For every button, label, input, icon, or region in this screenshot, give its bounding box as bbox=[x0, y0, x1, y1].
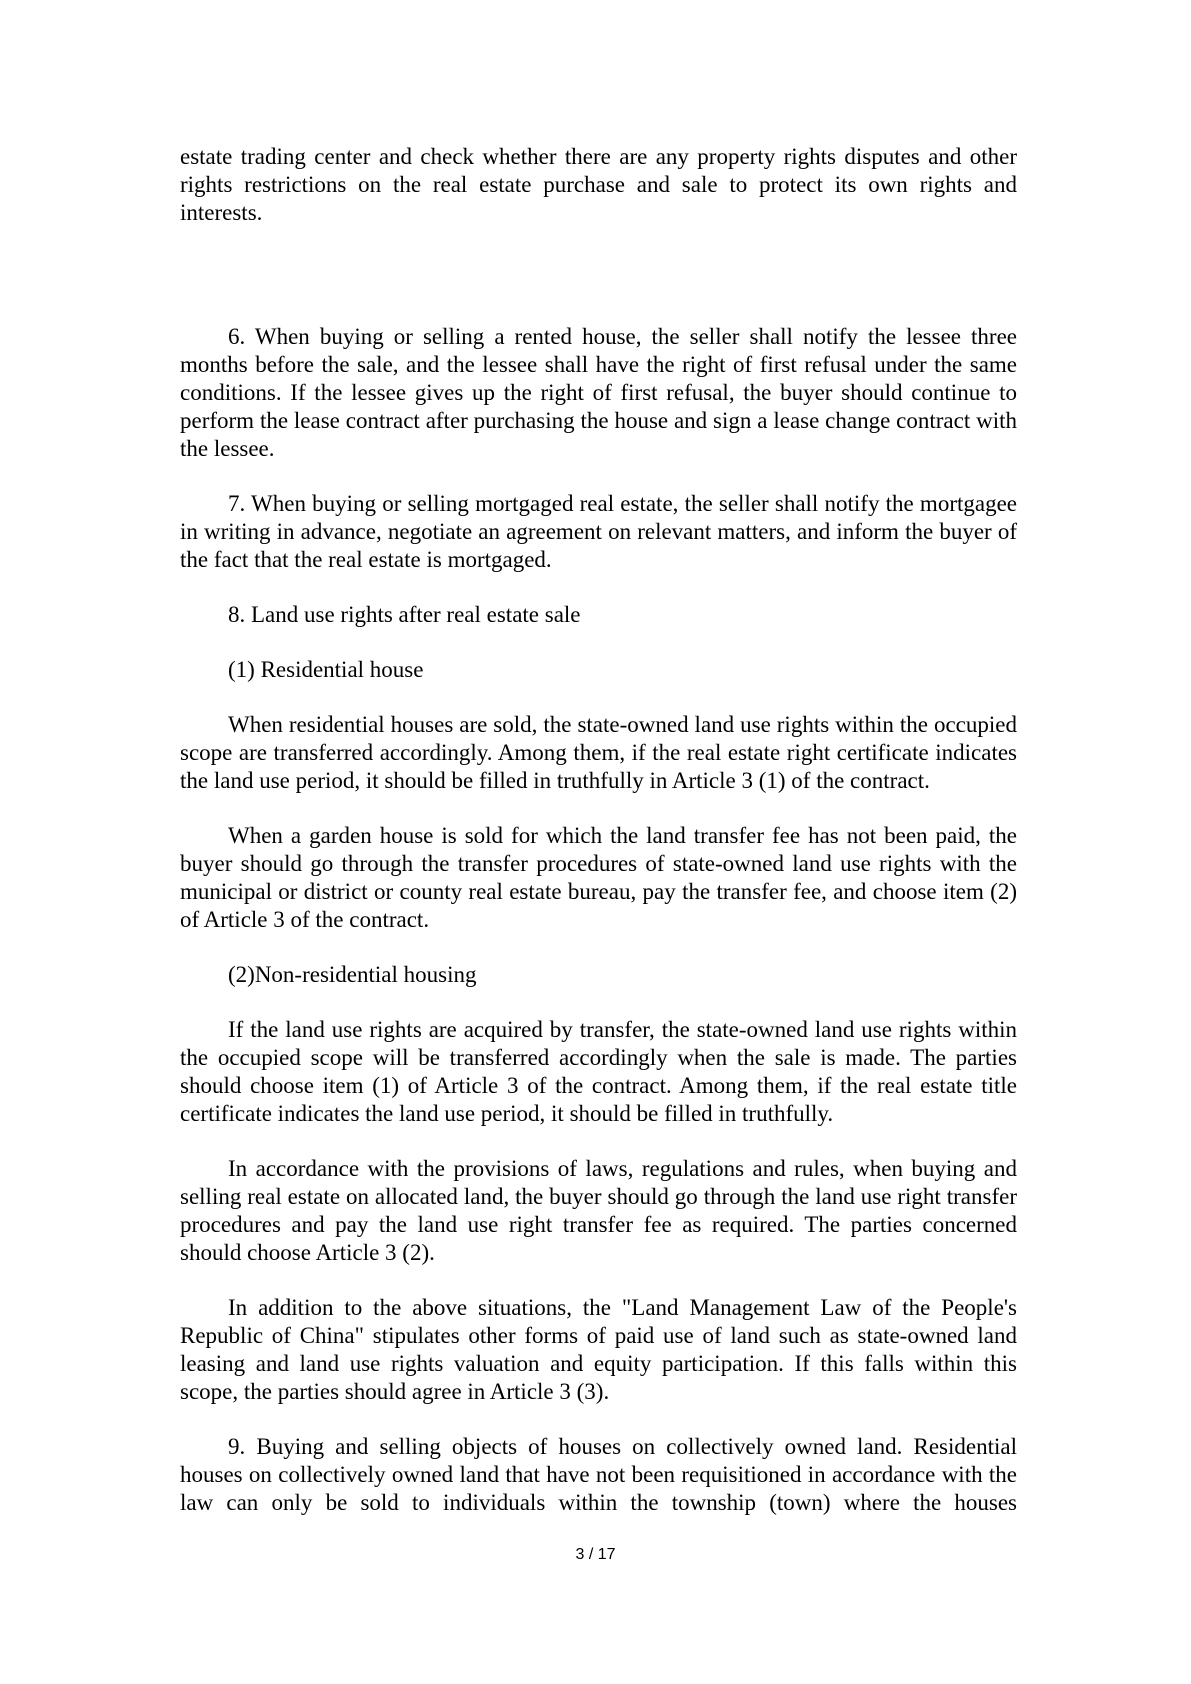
paragraph-item-9: 9. Buying and selling objects of houses on collectively owned land. Residential houses on collectively owned land that have not been requisitioned in accordance with the law can only be sold to individuals within the township (town) where the houses bbox=[180, 1434, 1017, 1515]
subheading-residential-house: (1) Residential house bbox=[228, 657, 424, 682]
paragraph-transfer-acquired: If the land use rights are acquired by transfer, the state-owned land use rights within the occupied scope will be transferred accordingly when the sale is made. The parties should choose item (1) of Article 3 of the contract. Among them, if the real estate title certificate indicates the land use period, it should be filled in truthfully. bbox=[180, 1017, 1017, 1126]
subheading-non-residential-housing: (2)Non-residential housing bbox=[228, 962, 477, 987]
paragraph-continuation: estate trading center and check whether there are any property rights disputes and other rights restrictions on the real estate purchase and sale to protect its own rights and interests. bbox=[180, 144, 1017, 225]
paragraph-other-forms: In addition to the above situations, the "Land Management Law of the People's Republic of China" stipulates other forms of paid use of land such as state-owned land leasing and land use rights valuation and equity participation. If this falls within this scope, the parties should agree in Article 3 (3). bbox=[180, 1295, 1017, 1404]
heading-item-8: 8. Land use rights after real estate sale bbox=[228, 602, 581, 627]
paragraph-garden-house: When a garden house is sold for which the land transfer fee has not been paid, the buyer should go through the transfer procedures of state-owned land use rights with the municipal or district or county real estate bureau, pay the transfer fee, and choose item (2) of Article 3 of the contract. bbox=[180, 823, 1017, 932]
paragraph-item-6: 6. When buying or selling a rented house, the seller shall notify the lessee three months before the sale, and the lessee shall have the right of first refusal under the same conditions. If the lessee gives up the right of first refusal, the buyer should continue to perform the lease contract after purchasing the house and sign a lease change contract with the lessee. bbox=[180, 324, 1017, 461]
document-body bbox=[180, 143, 1017, 1517]
paragraph-residential-transfer: When residential houses are sold, the state-owned land use rights within the occupied scope are transferred accordingly. Among them, if the real estate right certificate indicates the land use period, it should be filled in truthfully in Article 3 (1) of the contract. bbox=[180, 712, 1017, 793]
page-number: 3 / 17 bbox=[575, 1546, 616, 1563]
paragraph-item-7: 7. When buying or selling mortgaged real estate, the seller shall notify the mortgagee in writing in advance, negotiate an agreement on relevant matters, and inform the buyer of the fact that the real estate is mortgaged. bbox=[180, 491, 1017, 572]
paragraph-allocated-land: In accordance with the provisions of laws, regulations and rules, when buying and selling real estate on allocated land, the buyer should go through the land use right transfer procedures and pay the land use right transfer fee as required. The parties concerned should choose Article 3 (2). bbox=[180, 1156, 1017, 1265]
